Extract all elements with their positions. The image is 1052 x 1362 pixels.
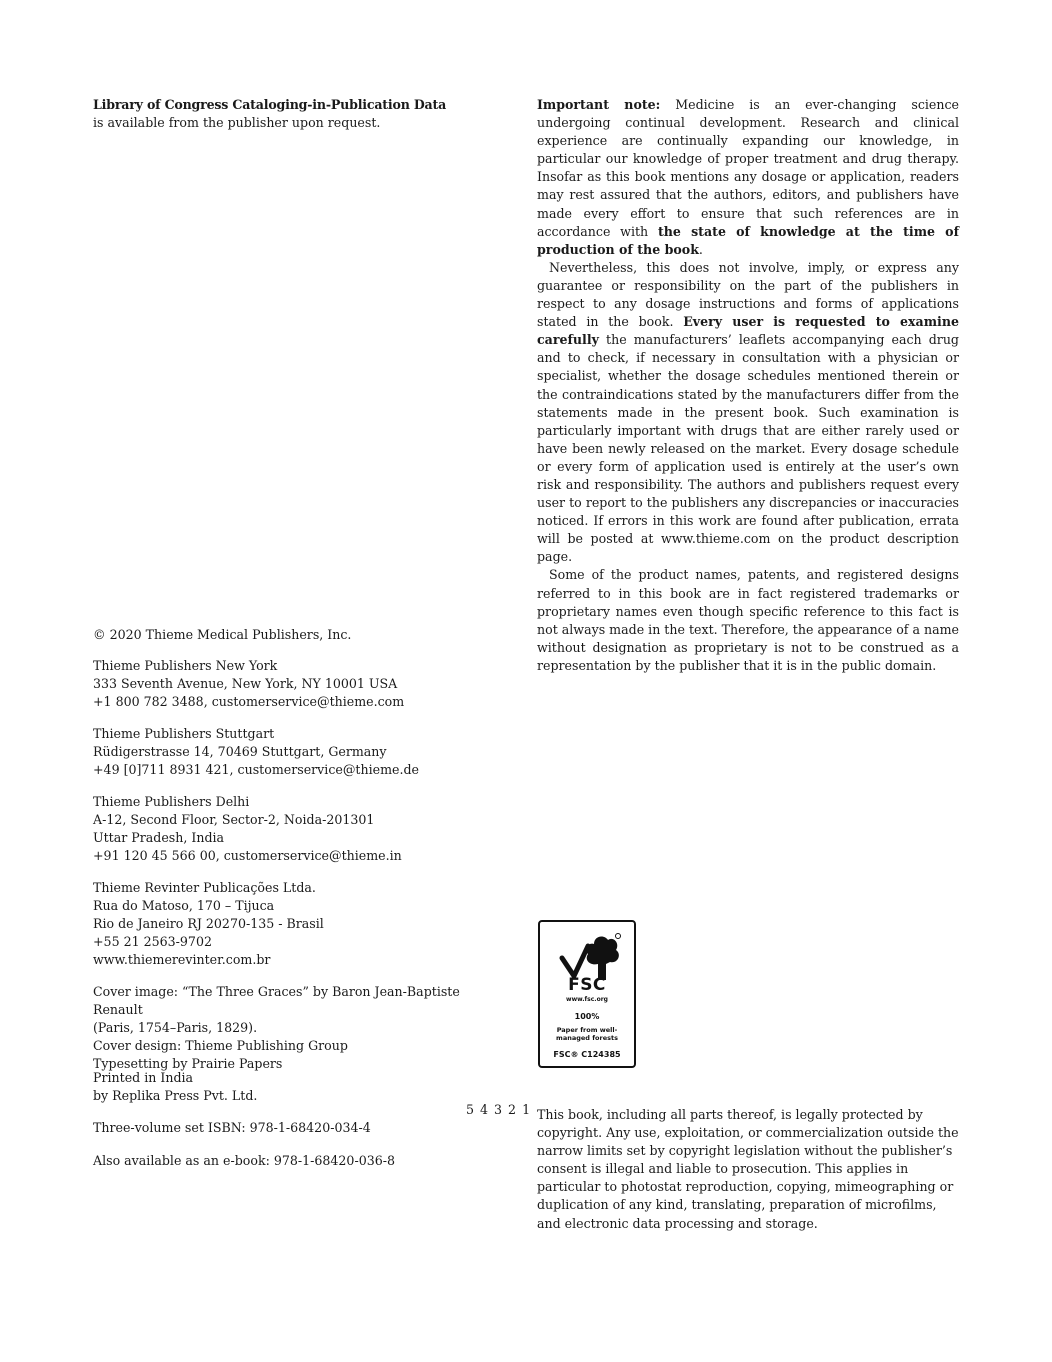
credits-block — [93, 983, 513, 1073]
copyright-line — [93, 626, 513, 644]
address-line: +49 [0]711 8931 421, customerservice@thieme.de — [93, 762, 419, 778]
address-rio — [93, 879, 513, 969]
note-paragraph-1 — [537, 96, 959, 259]
note-paragraph-2 — [537, 259, 959, 567]
note-paragraph-3: Some of the product names, patents, and registered designs referred to in this book are in fact registered trademarks or proprietary names even though specific reference to this fact is not always made in the text. Therefore, the appearance of a name without designation as proprietary is not to be construed as a representation by the publisher that it is in the public domain. — [537, 567, 959, 673]
fsc-mark: FSC — [568, 975, 606, 995]
fsc-label — [538, 920, 636, 1068]
address-line: +1 800 782 3488, customerservice@thieme.com — [93, 694, 405, 710]
isbn-ebook-text: Also available as an e-book: 978-1-68420-036-8 — [93, 1153, 396, 1168]
credit-line: Typesetting by Prairie Papers — [93, 1056, 283, 1072]
print-run-number: 5 4 3 2 1 — [466, 1102, 532, 1117]
note-emphasis: the state of knowledge at the time of production of the book — [537, 223, 960, 257]
address-line: Uttar Pradesh, India — [93, 830, 225, 846]
legal-text: This book, including all parts thereof, is legally protected by copyright. Any use, exploitation, or commercialization outside the narrow limits set by copyright legislation without the publisher’s consent is illegal and liable to prosecution. This applies in particular to photostat reproduction, copying, mimeographing or duplication of any kind, translating, preparation of microfilms, and electronic data processing and storage. — [537, 1107, 959, 1231]
printer-line: by Replika Press Pvt. Ltd. — [93, 1088, 258, 1104]
address-line: +55 21 2563-9702 — [93, 934, 212, 950]
isbn-ebook — [93, 1152, 513, 1170]
credit-line: (Paris, 1754–Paris, 1829). — [93, 1020, 258, 1036]
address-line: 333 Seventh Avenue, New York, NY 10001 USA — [93, 676, 398, 692]
printer-line: Printed in India — [93, 1070, 194, 1085]
cip-heading: Library of Congress Cataloging-in-Publication Data — [93, 97, 447, 112]
printer-block — [93, 1069, 513, 1105]
isbn-set-text: Three-volume set ISBN: 978-1-68420-034-4 — [93, 1120, 371, 1135]
address-line: www.thiemerevinter.com.br — [93, 952, 271, 968]
credit-line: Cover image: “The Three Graces” by Baron Jean-Baptiste Renault — [93, 984, 460, 1018]
address-line: Thieme Publishers Delhi — [93, 794, 250, 809]
address-line: Thieme Publishers Stuttgart — [93, 726, 275, 741]
note-text-end: . — [698, 241, 703, 257]
fsc-percent: 100% — [574, 1012, 600, 1021]
cip-line: is available from the publisher upon request. — [93, 115, 381, 131]
fsc-paper-text: Paper from well-managed forests — [556, 1026, 618, 1042]
address-line: Thieme Revinter Publicações Ltda. — [93, 880, 316, 895]
address-line: Rua do Matoso, 170 – Tijuca — [93, 898, 275, 914]
address-line: Thieme Publishers New York — [93, 658, 278, 673]
address-new-york — [93, 657, 513, 711]
fsc-url: www.fsc.org — [566, 996, 608, 1003]
address-line: A-12, Second Floor, Sector-2, Noida-201301 — [93, 812, 375, 828]
isbn-set — [93, 1119, 513, 1137]
note-text: Nevertheless, this does not involve, imply, or express any guarantee or responsibility on the part of the publishers in respect to any dosage instructions and forms of applications stated in the book. — [537, 259, 959, 330]
copyright-text: © 2020 Thieme Medical Publishers, Inc. — [93, 627, 352, 642]
address-line: Rio de Janeiro RJ 20270-135 - Brasil — [93, 916, 324, 932]
note-text: the manufacturers’ leaflets accompanying each drug and to check, if necessary in consultation with a physician or specialist, whether the dosage schedules mentioned therein or the contraindications stated by the manufacturers differ from the statements made in the present book. Such examination is particularly important with drugs that are either rarely used or have been newly released on the market. Every dosage schedule or every form of application used is entirely at the user’s own risk and responsibility. The authors and publishers request every user to report to the publishers any discrepancies or inaccuracies noticed. If errors in this work are found after publication, errata will be posted at www.thieme.com on the product description page. — [537, 332, 959, 565]
fsc-license-code: FSC® C124385 — [553, 1050, 621, 1059]
legal-notice — [537, 1106, 959, 1233]
address-line: Rüdigerstrasse 14, 70469 Stuttgart, Germany — [93, 744, 387, 760]
address-stuttgart — [93, 725, 513, 779]
address-delhi — [93, 793, 513, 865]
important-note — [537, 96, 959, 675]
cip-block — [93, 96, 513, 132]
credit-line: Cover design: Thieme Publishing Group — [93, 1038, 348, 1054]
note-label: Important note: — [537, 97, 661, 112]
note-text: Medicine is an ever-changing science undergoing continual development. Research and clinical experience are continually expanding our knowledge, in particular our knowledge of proper treatment and drug therapy. Insofar as this book mentions any dosage or application, readers may rest assured that the authors, editors, and publishers have made every effort to ensure that such references are in accordance with — [537, 97, 959, 239]
address-line: +91 120 45 566 00, customerservice@thieme.in — [93, 848, 402, 864]
note-emphasis: Every user is requested to examine carefully — [537, 314, 959, 348]
